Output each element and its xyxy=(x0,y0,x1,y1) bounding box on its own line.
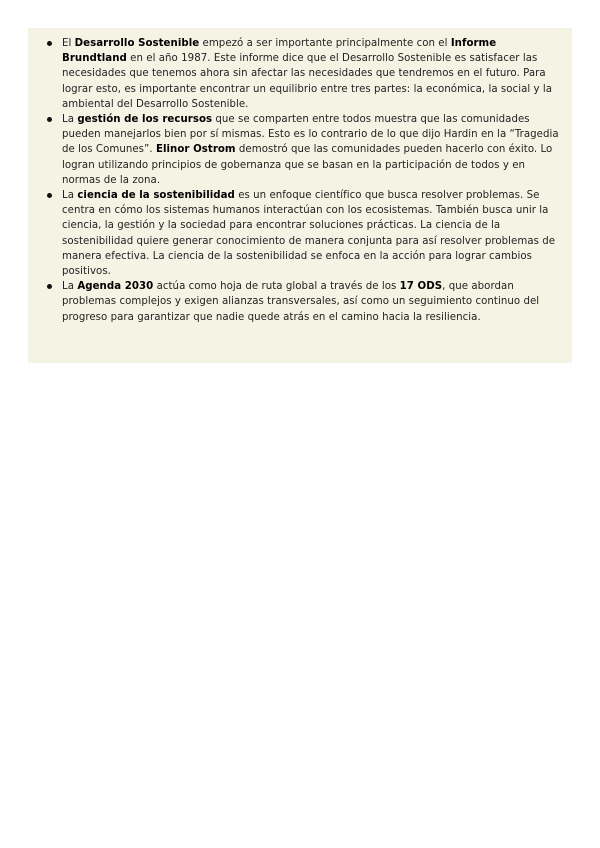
bold-term: Elinor Ostrom xyxy=(155,144,236,156)
bold-term: Informe Brundtland xyxy=(62,38,497,65)
bold-term: 17 ODS xyxy=(399,281,443,293)
bullet-list xyxy=(44,36,560,325)
bullet-item xyxy=(44,188,560,279)
bullet-text: es un enfoque científico que busca resolver problemas. Se centra en cómo los sistemas humanos interactúan con los ecosistemas. También busca unir la ciencia, la gestión y la sociedad para encontrar soluciones prácticas. La ciencia de la sostenibilidad quiere generar conocimiento de manera conjunta para así resolver problemas de manera efectiva. La ciencia de la sostenibilidad se enfoca en la acción para lograr cambios positivos. xyxy=(62,190,556,278)
summary-panel xyxy=(28,28,572,363)
bullet-text: La xyxy=(62,190,78,202)
bullet-text: en el año 1987. Este informe dice que el Desarrollo Sostenible es satisfacer las necesidades que tenemos ahora sin afectar las necesidades que tendremos en el futuro. Para lograr esto, es importante encontrar un equilibrio entre tres partes: la económica, la social y la ambiental del Desarrollo Sostenible. xyxy=(62,53,553,110)
bullet-text: La xyxy=(62,281,78,293)
bullet-item xyxy=(44,279,560,325)
bullet-item xyxy=(44,36,560,112)
bullet-text: empezó a ser importante principalmente con el xyxy=(199,38,451,49)
bullet-item xyxy=(44,112,560,188)
bullet-text: actúa como hoja de ruta global a través de los xyxy=(153,281,400,293)
bullet-text: que se comparten entre todos muestra que las comunidades pueden manejarlos bien por sí mismas. Esto es lo contrario de lo que dijo Hardin en la “Tragedia de los Comunes”. xyxy=(62,114,559,156)
bullet-text: El xyxy=(62,38,75,49)
bold-term: gestión de los recursos xyxy=(77,114,213,126)
bold-term: Agenda 2030 xyxy=(77,281,154,293)
bullet-dot-icon xyxy=(47,41,52,46)
bullet-text: demostró que las comunidades pueden hacerlo con éxito. Lo logran utilizando principios de gobernanza que se basan en la participación de todos y en normas de la zona. xyxy=(62,144,553,186)
bullet-text: , que abordan problemas complejos y exigen alianzas transversales, así como un seguimiento continuo del progreso para garantizar que nadie quede atrás en el camino hacia la resiliencia. xyxy=(62,281,540,323)
bullet-dot-icon xyxy=(47,117,52,122)
bold-term: Desarrollo Sostenible xyxy=(74,38,200,49)
bullet-text: La xyxy=(62,114,78,126)
bullet-dot-icon xyxy=(47,284,52,289)
bold-term: ciencia de la sostenibilidad xyxy=(77,190,235,202)
bullet-dot-icon xyxy=(47,193,52,198)
